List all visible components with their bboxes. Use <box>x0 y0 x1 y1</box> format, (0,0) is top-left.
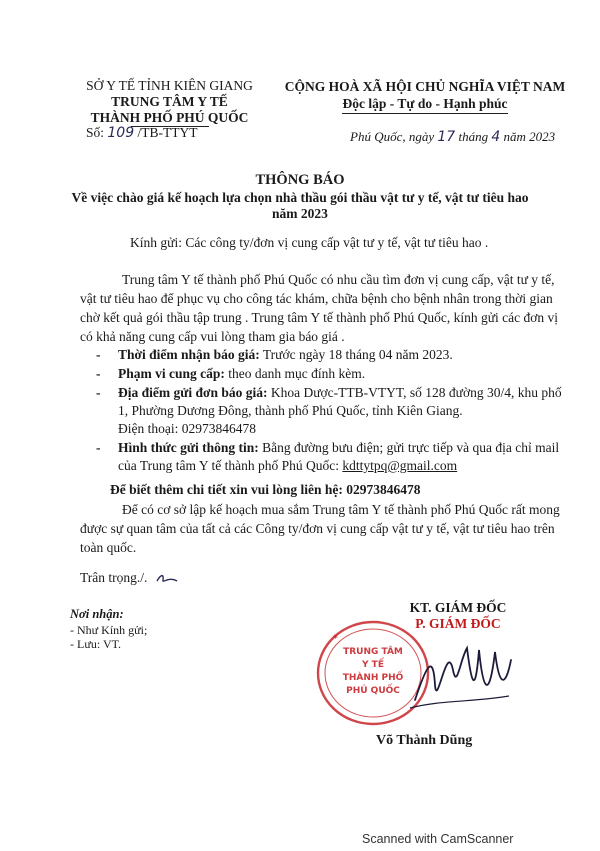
list-item: - Thời điểm nhận báo giá: Trước ngày 18 tháng 04 năm 2023. <box>96 347 453 362</box>
initials-mark-icon <box>155 572 181 586</box>
national-header <box>262 78 588 114</box>
handwritten-day: 17 <box>437 129 456 145</box>
contact-note: Để biết thêm chi tiết xin vui lòng liên hệ: 02973846478 <box>110 482 421 497</box>
signature-title: KT. GIÁM ĐỐC <box>409 600 507 615</box>
national-motto: Độc lập - Tự do - Hạnh phúc <box>342 95 507 114</box>
list-item-text: theo danh mục đính kèm. <box>224 366 366 381</box>
list-item-label: Hình thức gửi thông tin: <box>118 440 259 455</box>
list-item-text: Trước ngày 18 tháng 04 năm 2023. <box>259 347 453 362</box>
list-item: - Địa điểm gửi đơn báo giá: Khoa Dược-TTB-VTYT, số 128 đường 30/4, khu phố 1, Phường Dương Đông, thành phố Phú Quốc, tỉnh Kiên Giang. Điện thoại: 02973846478 <box>80 384 570 438</box>
handwritten-month: 4 <box>491 129 501 145</box>
details-list <box>80 346 570 476</box>
svg-text:Y TẾ: Y TẾ <box>362 660 384 670</box>
svg-text:TRUNG TÂM: TRUNG TÂM <box>343 647 403 657</box>
list-item-label: Phạm vi cung cấp: <box>118 366 225 381</box>
agency-name-line2: THÀNH PHỐ PHÚ QUỐC <box>90 110 249 125</box>
closing: Trân trọng./. <box>80 570 181 586</box>
agency-parent: SỞ Y TẾ TỈNH KIÊN GIANG <box>86 78 253 93</box>
agency-header <box>62 78 277 129</box>
svg-text:THÀNH PHỐ: THÀNH PHỐ <box>342 673 404 683</box>
signer-name: Võ Thành Dũng <box>376 733 473 748</box>
salutation: Kính gửi: Các công ty/đơn vị cung cấp vật tư y tế, vật tư tiêu hao . <box>130 235 489 250</box>
agency-name-line1: TRUNG TÂM Y TẾ <box>111 94 228 109</box>
document-subject: Về việc chào giá kế hoạch lựa chọn nhà thầu gói thầu vật tư y tế, vật tư tiêu hao năm 2023 <box>71 190 529 221</box>
list-item-text: Khoa Dược-TTB-VTYT, số 128 đường 30/4, khu phố 1, Phường Dương Đông, thành phố Phú Quốc, tỉnh Kiên Giang. <box>118 385 562 418</box>
recipients-title: Nơi nhận: <box>70 607 124 621</box>
svg-text:PHÚ QUỐC: PHÚ QUỐC <box>346 686 400 696</box>
recipient-item: - Như Kính gửi; <box>70 623 148 637</box>
recipients <box>70 607 147 651</box>
list-item: - Hình thức gửi thông tin: Bằng đường bưu điện; gửi trực tiếp và qua địa chỉ mail của Trung tâm Y tế thành phố Phú Quốc: kdttytpq@gmail.com <box>96 440 560 473</box>
list-item-label: Thời điểm nhận báo giá: <box>118 347 260 362</box>
document-number: Số: 109 /TB-TTYT <box>86 125 198 141</box>
handwritten-signature-icon <box>405 630 515 720</box>
scanner-watermark: Scanned with CamScanner <box>362 832 514 846</box>
list-item: - Phạm vi cung cấp: theo danh mục đính kèm. <box>96 366 366 381</box>
document-title: THÔNG BÁO <box>255 172 345 188</box>
email-link[interactable]: kdttytpq@gmail.com <box>342 458 458 473</box>
body-paragraph-1: Trung tâm Y tế thành phố Phú Quốc có nhu cầu tìm đơn vị cung cấp, vật tư y tế, vật tư tiêu hao để phục vụ cho công tác khám, chữa bệnh cho bệnh nhân trong thời gian chờ kết quả gói thầu tập trung . Trung tâm Y tế thành phố Phú Quốc, kính gửi các đơn vị có khả năng cung cấp vui lòng tham gia báo giá . <box>80 272 559 344</box>
phone-number: Điện thoại: 02973846478 <box>118 421 256 436</box>
handwritten-number: 109 <box>107 125 135 141</box>
recipient-item: - Lưu: VT. <box>70 637 122 651</box>
document-date: Phú Quốc, ngày 17 tháng 4 năm 2023 <box>350 129 556 145</box>
national-title: CỘNG HOÀ XÃ HỘI CHỦ NGHĨA VIỆT NAM <box>284 79 566 94</box>
deputy-stamp: P. GIÁM ĐỐC <box>415 616 501 631</box>
list-item-text: Bằng đường bưu điện; gửi trực tiếp và qua địa chỉ mail của Trung tâm Y tế thành phố Phú Quốc: <box>118 440 560 473</box>
svg-text:★: ★ <box>331 631 341 642</box>
body-paragraph-2: Để có cơ sở lập kế hoạch mua sắm Trung tâm Y tế thành phố Phú Quốc rất mong được sự quan tâm của tất cả các Công ty/đơn vị cung cấp vật tư y tế, vật tư tiêu hao trên toàn quốc. <box>80 502 560 555</box>
list-item-label: Địa điểm gửi đơn báo giá: <box>118 385 268 400</box>
